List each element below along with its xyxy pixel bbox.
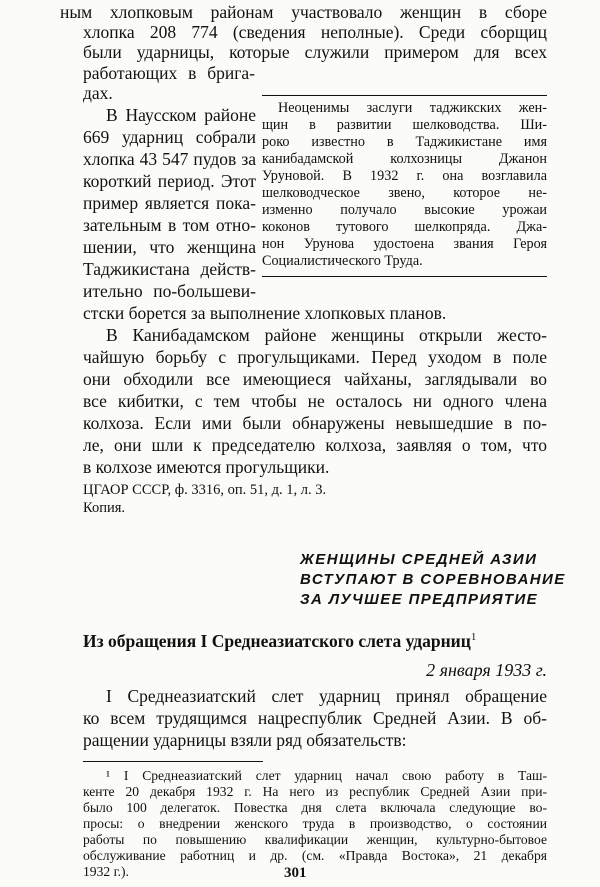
section-heading-line-1: ЖЕНЩИНЫ СРЕДНЕЙ АЗИИ [300, 551, 538, 568]
left-col-line-10: стски борется за выполнение хлопковых планов. [83, 303, 447, 323]
footnote-line-6: обслуживание работниц и др. (см. «Правда Востока», 21 декабря [83, 848, 547, 863]
document-subheading [83, 627, 476, 651]
left-col-line-8: Таджикистана действ- [83, 259, 256, 279]
footnote-line-2: кенте 20 декабря 1932 г. На него из республик Средней Азии при- [83, 784, 547, 799]
sidebar-line-5: Уруновой. В 1932 г. она возглавила [262, 168, 547, 184]
main-line-7: в колхозе имеются прогульщики. [83, 457, 330, 477]
section-heading-line-3: ЗА ЛУЧШЕЕ ПРЕДПРИЯТИЕ [300, 591, 539, 608]
footnote-separator [83, 761, 263, 762]
footnote-line-4: просы: о внедрении женского труда в производство, о состоянии [83, 816, 547, 831]
sidebar-line-4: канибадамской колхозницы Джанон [262, 151, 547, 167]
source-ref-line-2: Копия. [83, 500, 126, 516]
body-line-3: ращении ударницы взяли ряд обязательств: [83, 730, 407, 750]
sidebar-line-6: шелководческое звено, которое не- [262, 185, 547, 201]
document-date: 2 января 1933 г. [426, 660, 547, 680]
body-line-1: I Среднеазиатский слет ударниц принял обращение [106, 686, 547, 706]
footnote-line-3: было 100 делегаток. Повестка дня слета включала следующие во- [83, 800, 547, 815]
left-col-line-7: шении, что женщина [83, 237, 256, 257]
footnote-line-1: ¹ I Среднеазиатский слет ударниц начал свою работу в Таш- [106, 768, 547, 783]
sidebar-bottom-rule [262, 276, 547, 277]
sidebar-line-7: изменно получало высокие урожаи [262, 202, 547, 218]
main-line-5: колхоза. Если ими были обнаружены невышедшие в по- [83, 413, 547, 433]
top-line-4: работающих в брига- [83, 63, 255, 83]
sidebar-line-8: коконов тутового шелкопряда. Джа- [262, 219, 547, 235]
page-number: 301 [284, 865, 307, 881]
main-line-1: В Канибадамском районе женщины открыли жесто- [106, 325, 547, 345]
top-line-3: были ударницы, которые служили примером для всех [83, 42, 547, 62]
main-line-4: все кибитки, с тем чтобы не осталось ни одного члена [83, 391, 547, 411]
footnote-line-7: 1932 г.). [83, 864, 129, 879]
left-col-line-4: короткий период. Этот [83, 171, 256, 191]
sidebar-line-1: Неоценимы заслуги таджикских жен- [278, 100, 547, 116]
top-line-5: дах. [83, 83, 113, 103]
section-heading-line-2: ВСТУПАЮТ В СОРЕВНОВАНИЕ [300, 571, 566, 588]
left-col-line-2: 669 ударниц собрали [83, 127, 256, 147]
sidebar-line-10: Социалистического Труда. [262, 253, 423, 269]
body-line-2: ко всем трудящимся нацреспублик Средней Азии. В об- [83, 708, 547, 728]
left-col-line-6: зательным в том отно- [83, 215, 256, 235]
left-col-line-3: хлопка 43 547 пудов за [83, 149, 256, 169]
sidebar-line-3: роко известно в Таджикистане имя [262, 134, 547, 150]
footnote-line-5: работы по повышению квалификации женщин, культурно-бытовое [83, 832, 547, 847]
source-ref-line-1: ЦГАОР СССР, ф. 3316, оп. 51, д. 1, л. 3. [83, 482, 327, 498]
top-line-1: ным хлопковым районам участвовало женщин в сборе [60, 2, 547, 22]
main-line-2: чайшую борьбу с прогульщиками. Перед уходом в поле [83, 347, 547, 367]
subheading-text: Из обращения I Среднеазиатского слета ударниц [83, 630, 471, 651]
left-col-line-9: ительно по-большеви- [83, 281, 256, 301]
sidebar-line-2: щин в развитии шелководства. Ши- [262, 117, 547, 133]
left-col-line-5: пример является пока- [83, 193, 256, 213]
main-line-6: ле, они шли к председателю колхоза, заявляя о том, что [83, 435, 547, 455]
footnote-mark: 1 [470, 631, 477, 643]
sidebar-top-rule [262, 95, 547, 96]
left-col-line-1: В Наусском районе [106, 105, 256, 125]
sidebar-line-9: нон Урунова удостоена звания Героя [262, 236, 547, 252]
top-line-2: хлопка 208 774 (сведения неполные). Среди сборщиц [83, 22, 547, 42]
main-line-3: они обходили все имеющиеся чайханы, заглядывали во [83, 369, 547, 389]
